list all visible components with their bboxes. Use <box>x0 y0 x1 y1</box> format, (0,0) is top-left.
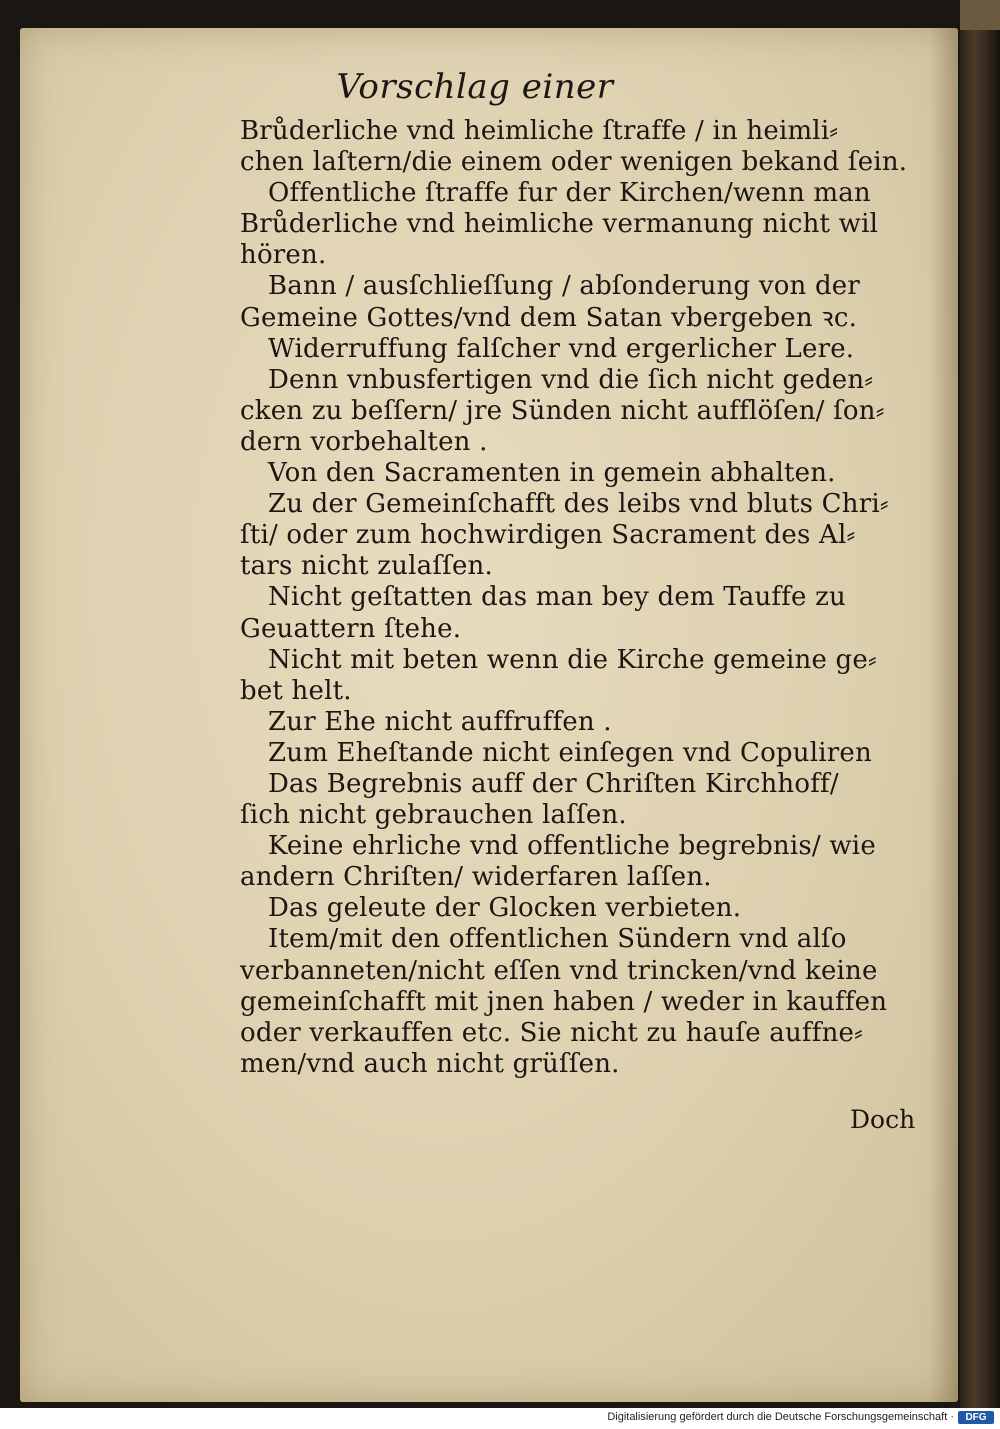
running-head: Vorschlag einer <box>336 67 614 107</box>
text-line: Offentliche ſtraffe fur der Kirchen/wenn man <box>268 178 871 209</box>
text-line: Zur Ehe nicht auffruffen . <box>268 706 612 737</box>
text-line: Von den Sacramenten in gemein abhalten. <box>268 458 836 489</box>
book-spine-edge <box>960 0 1000 1408</box>
text-line: Widerruffung falſcher vnd ergerlicher Lere. <box>268 333 855 364</box>
text-line: ſti/ oder zum hochwirdigen Sacrament des Al⸗ <box>240 520 856 551</box>
text-line: Geuattern ſtehe. <box>240 613 462 644</box>
text-line: Denn vnbusfertigen vnd die ſich nicht geden⸗ <box>268 364 874 395</box>
text-line: Brůderliche vnd heimliche ſtraffe / in heimli⸗ <box>240 116 839 146</box>
footer-credit: Digitalisierung gefördert durch die Deutsche Forschungsgemeinschaft · <box>607 1411 954 1423</box>
text-line: bet helt. <box>240 675 352 706</box>
book-corner <box>960 0 1000 30</box>
text-line: chen laſtern/die einem oder wenigen bekand ſein. <box>240 147 908 178</box>
catchword: Doch <box>850 1105 916 1134</box>
text-block <box>240 58 930 1080</box>
text-line: Das geleute der Glocken verbieten. <box>268 893 742 924</box>
text-line: Brůderliche vnd heimliche vermanung nicht wil <box>240 209 879 240</box>
text-line: ſich nicht gebrauchen laſſen. <box>240 800 627 831</box>
text-line: dern vorbehalten . <box>240 426 488 457</box>
text-line: verbanneten/nicht eſſen vnd trincken/vnd keine <box>240 955 878 986</box>
text-line: Nicht mit beten wenn die Kirche gemeine ge⸗ <box>268 644 877 675</box>
text-line: Zum Eheſtande nicht einſegen vnd Copuliren <box>268 737 872 768</box>
gutter-shade <box>930 28 958 1402</box>
text-line: gemeinſchafft mit jnen haben / weder in kauffen <box>240 986 888 1017</box>
text-line: Zu der Gemeinſchafft des leibs vnd bluts Chri⸗ <box>268 489 889 520</box>
text-line: Item/mit den offentlichen Sündern vnd alſo <box>268 924 847 955</box>
text-line: men/vnd auch nicht grüſſen. <box>240 1048 620 1079</box>
text-line: Keine ehrliche vnd offentliche begrebnis/ wie <box>268 831 876 862</box>
text-line: Gemeine Gottes/vnd dem Satan vbergeben ꝛc. <box>240 302 858 333</box>
text-line: cken zu beſſern/ jre Sünden nicht aufflöſen/ ſon⸗ <box>240 395 885 426</box>
dfg-logo[interactable]: DFG <box>958 1411 994 1424</box>
text-line: Bann / ausſchlieſſung / abſonderung von der <box>268 271 861 302</box>
body-text <box>240 116 930 1080</box>
text-line: Das Begrebnis auff der Chriſten Kirchhoff/ <box>268 768 839 799</box>
text-line: oder verkauffen etc. Sie nicht zu hauſe auffne⸗ <box>240 1017 863 1048</box>
text-line: andern Chriſten/ widerfaren laſſen. <box>240 862 712 893</box>
text-line: Nicht geſtatten das man bey dem Tauffe zu <box>268 582 846 613</box>
text-line: tars nicht zulaſſen. <box>240 551 493 582</box>
text-line: hören. <box>240 240 327 271</box>
